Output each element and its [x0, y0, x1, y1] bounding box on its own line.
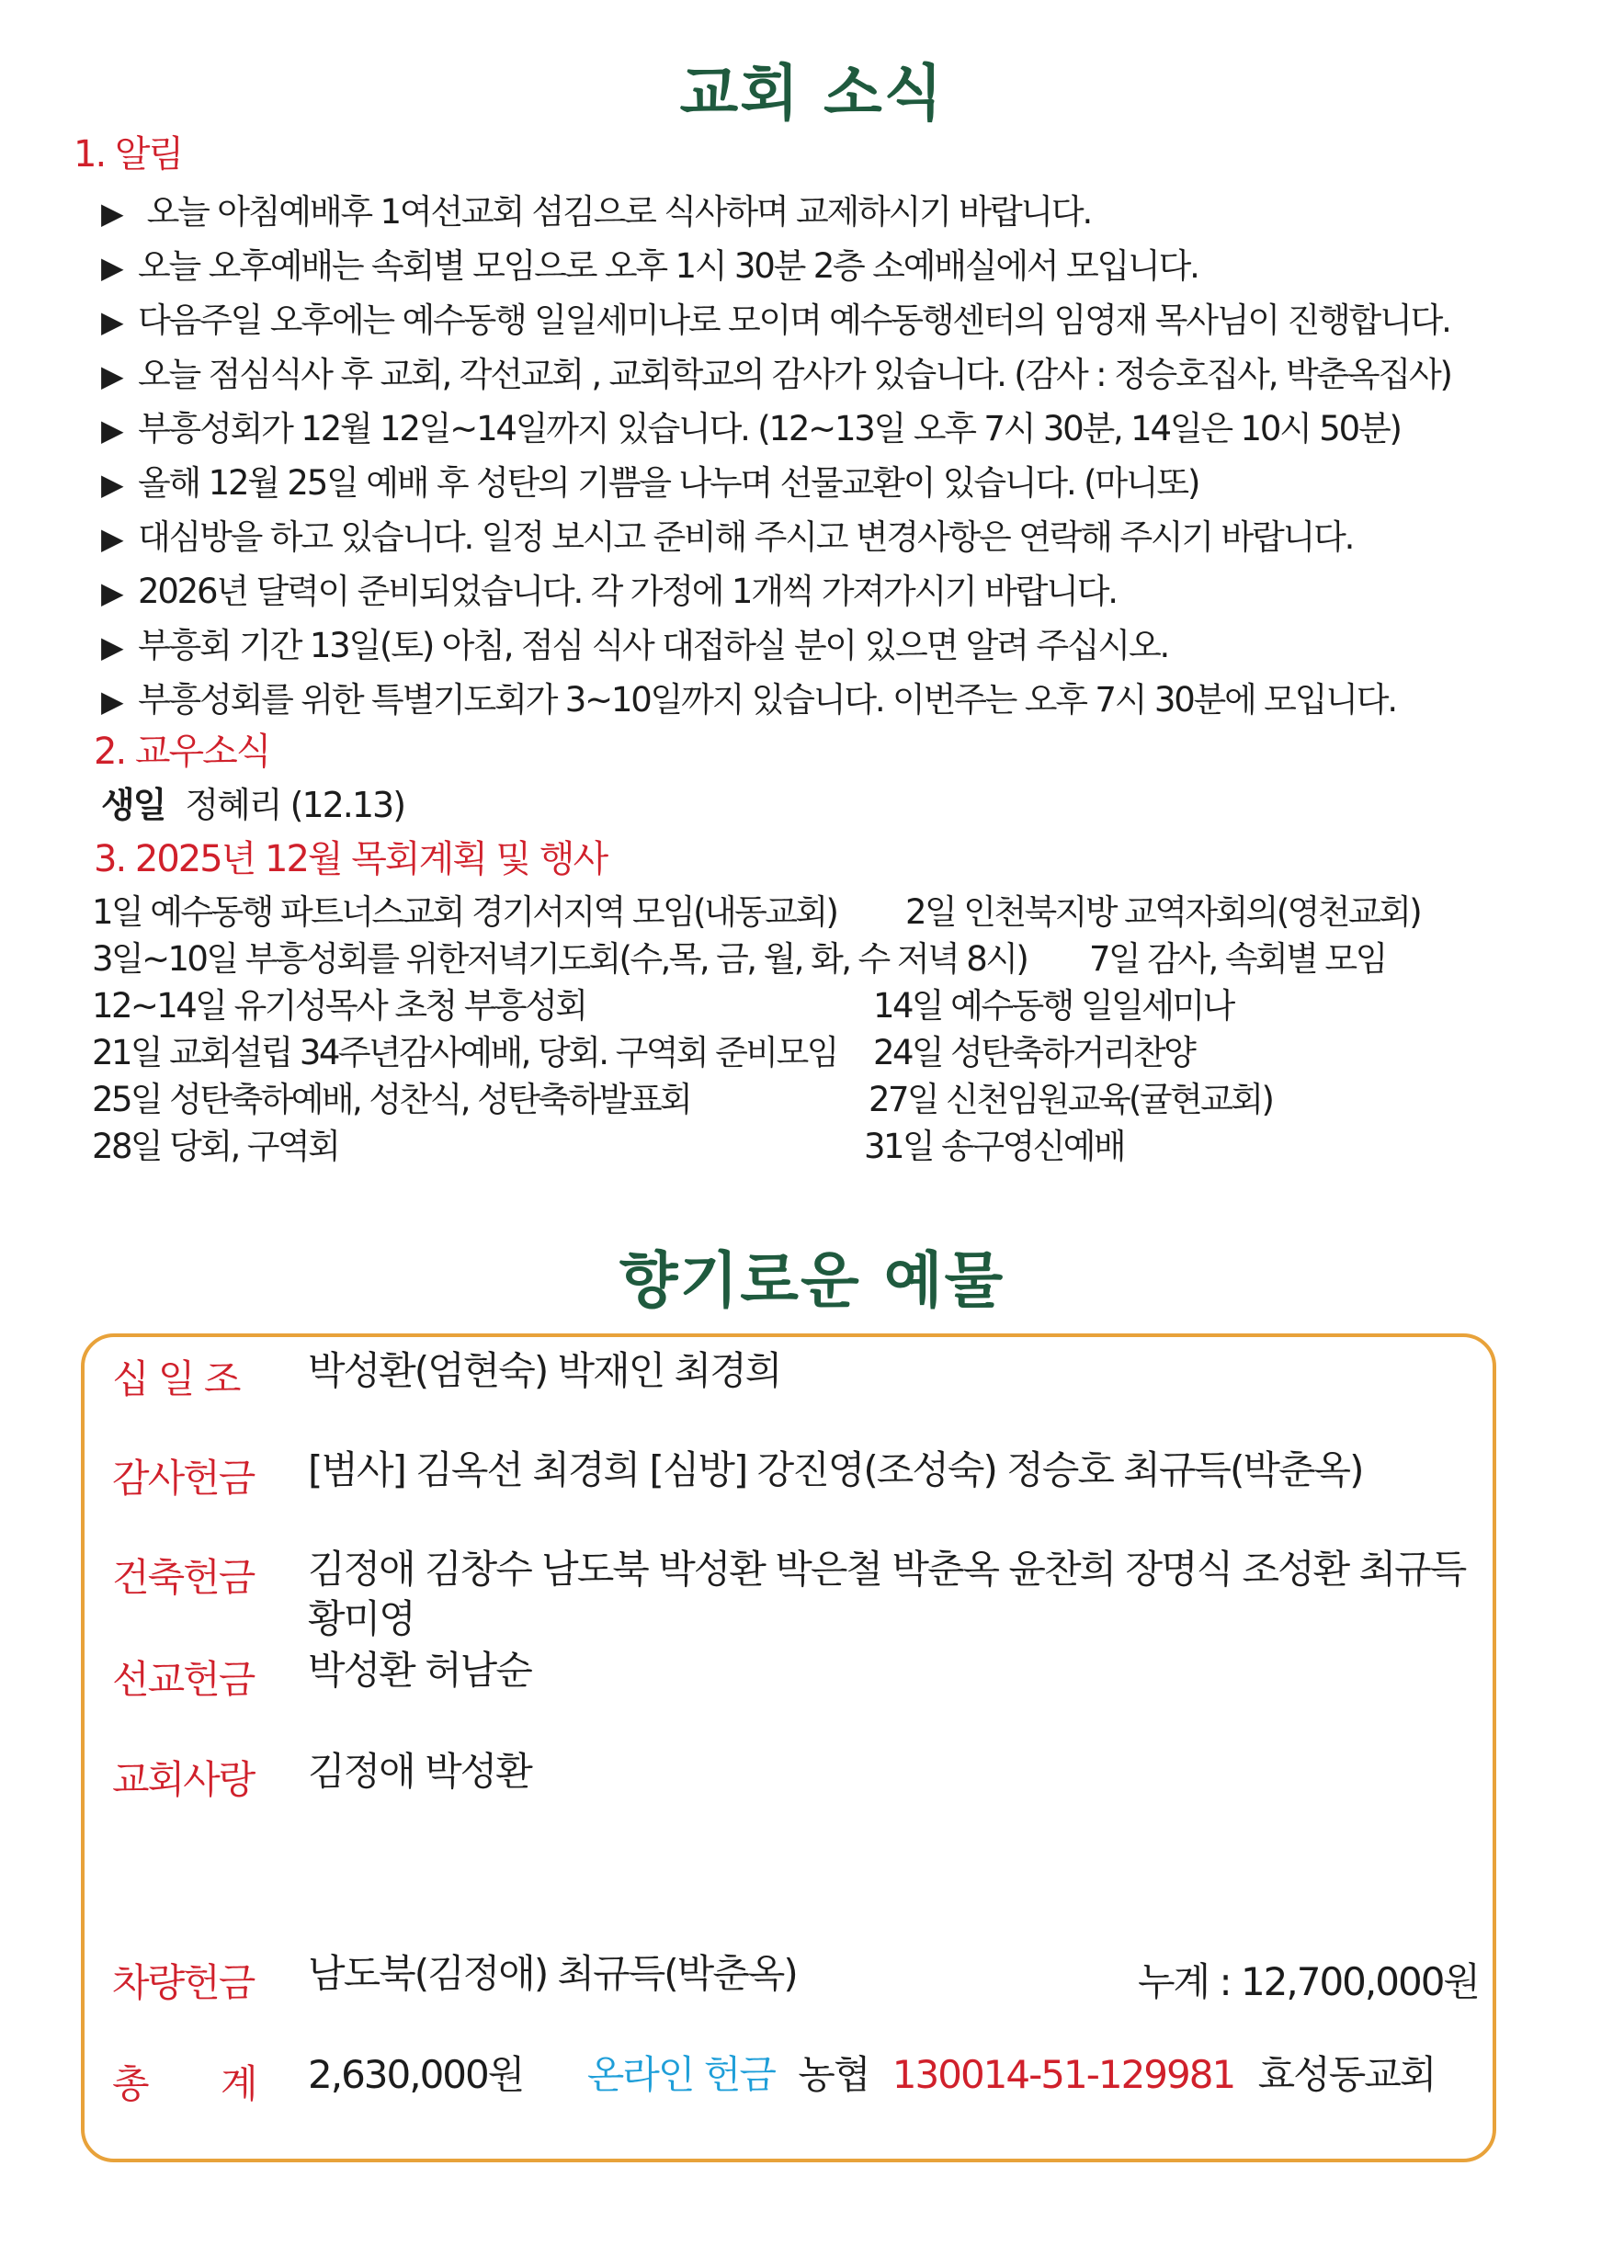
triangle-bullet-icon: ▶	[101, 521, 122, 556]
mission-label: 선교헌금	[112, 1657, 255, 1702]
offering-title: 향기로운 예물	[619, 1245, 1005, 1316]
announcement-item: ▶ 부흥성회를 위한 특별기도회가 3~10일까지 있습니다. 이번주는 오후 7시 30분에 모입니다.	[101, 680, 1396, 720]
vehicle-cumulative-total: 누계 : 12,700,000원	[1137, 1959, 1479, 2004]
section-announcements: 1. 알림	[74, 133, 183, 176]
schedule-item: 24일 성탄축하거리찬양	[873, 1033, 1195, 1072]
birthday-value: 정혜리 (12.13)	[185, 785, 405, 825]
announcement-item: ▶ 오늘 아침예배후 1여선교회 섬김으로 식사하며 교제하시기 바랍니다.	[101, 192, 1092, 232]
total-label: 총 계	[112, 2061, 256, 2106]
birthday-row	[101, 777, 404, 827]
section-schedule: 3. 2025년 12월 목회계획 및 행사	[94, 838, 608, 880]
announcement-item: ▶ 올해 12월 25일 예배 후 성탄의 기쁨을 나누며 선물교환이 있습니다. (마니또)	[101, 463, 1199, 503]
section-member-news: 2. 교우소식	[94, 731, 270, 773]
announcement-item: ▶ 오늘 점심식사 후 교회, 각선교회 , 교회학교의 감사가 있습니다. (감사 : 정승호집사, 박춘옥집사)	[101, 355, 1451, 394]
triangle-bullet-icon: ▶	[101, 304, 122, 339]
schedule-item: 31일 송구영신예배	[864, 1127, 1125, 1166]
schedule-item: 21일 교회설립 34주년감사예배, 당회. 구역회 준비모임	[92, 1033, 837, 1072]
building-label: 건축헌금	[112, 1555, 255, 1600]
thanks-label: 감사헌금	[112, 1456, 255, 1501]
schedule-item: 1일 예수동행 파트너스교회 경기서지역 모임(내동교회)	[92, 892, 837, 932]
vehicle-value: 남도북(김정애) 최규득(박춘옥)	[308, 1951, 797, 1996]
announcement-item: ▶ 부흥성회가 12월 12일~14일까지 있습니다. (12~13일 오후 7시 30분, 14일은 10시 50분)	[101, 409, 1401, 448]
bank-name: 농협	[798, 2052, 869, 2097]
schedule-item: 12~14일 유기성목사 초청 부흥성회	[92, 986, 586, 1026]
schedule-item: 2일 인천북지방 교역자회의(영천교회)	[905, 892, 1421, 932]
mission-value: 박성환 허남순	[308, 1648, 531, 1693]
account-number: 130014-51-129981	[891, 2052, 1235, 2097]
triangle-bullet-icon: ▶	[101, 684, 122, 719]
schedule-item: 28일 당회, 구역회	[92, 1127, 339, 1166]
church-love-value: 김정애 박성환	[308, 1749, 531, 1794]
online-offering-label: 온라인 헌금	[586, 2052, 775, 2097]
triangle-bullet-icon: ▶	[101, 196, 122, 231]
schedule-item: 14일 예수동행 일일세미나	[873, 986, 1233, 1026]
announcement-item: ▶ 대심방을 하고 있습니다. 일정 보시고 준비해 주시고 변경사항은 연락해 주시기 바랍니다.	[101, 517, 1354, 557]
vehicle-label: 차량헌금	[112, 1960, 255, 2005]
schedule-item: 25일 성탄축하예배, 성찬식, 성탄축하발표회	[92, 1080, 691, 1119]
announcement-item: ▶ 2026년 달력이 준비되었습니다. 각 가정에 1개씩 가져가시기 바랍니다.	[101, 572, 1117, 611]
birthday-label: 생일	[101, 785, 165, 825]
schedule-item: 7일 감사, 속회별 모임	[1089, 939, 1386, 979]
triangle-bullet-icon: ▶	[101, 575, 122, 610]
tithe-value: 박성환(엄현숙) 박재인 최경희	[308, 1348, 781, 1393]
total-row	[308, 2049, 1435, 2101]
schedule-item: 3일~10일 부흥성회를 위한저녁기도회(수,목, 금, 월, 화, 수 저녁 8시)	[92, 939, 1028, 979]
church-love-label: 교회사랑	[112, 1757, 255, 1802]
triangle-bullet-icon: ▶	[101, 629, 122, 664]
total-value: 2,630,000원	[308, 2052, 524, 2097]
tithe-label: 십 일 조	[112, 1356, 240, 1401]
triangle-bullet-icon: ▶	[101, 250, 122, 285]
account-holder: 효성동교회	[1257, 2052, 1436, 2097]
announcement-item: ▶ 부흥회 기간 13일(토) 아침, 점심 식사 대접하실 분이 있으면 알려 주십시오.	[101, 626, 1169, 665]
building-value: 김정애 김창수 남도북 박성환 박은철 박춘옥 윤찬희 장명식 조성환 최규득	[308, 1547, 1466, 1592]
schedule-item: 27일 신천임원교육(귤현교회)	[869, 1080, 1273, 1119]
triangle-bullet-icon: ▶	[101, 467, 122, 502]
news-title: 교회 소식	[679, 58, 945, 129]
announcement-item: ▶ 오늘 오후예배는 속회별 모임으로 오후 1시 30분 2층 소예배실에서 모입니다.	[101, 246, 1198, 286]
triangle-bullet-icon: ▶	[101, 413, 122, 448]
building-value-cont: 황미영	[308, 1596, 415, 1641]
thanks-value: [범사] 김옥선 최경희 [심방] 강진영(조성숙) 정승호 최규득(박춘옥)	[308, 1447, 1363, 1492]
triangle-bullet-icon: ▶	[101, 358, 122, 393]
announcement-item: ▶ 다음주일 오후에는 예수동행 일일세미나로 모이며 예수동행센터의 임영재 목사님이 진행합니다.	[101, 301, 1450, 340]
